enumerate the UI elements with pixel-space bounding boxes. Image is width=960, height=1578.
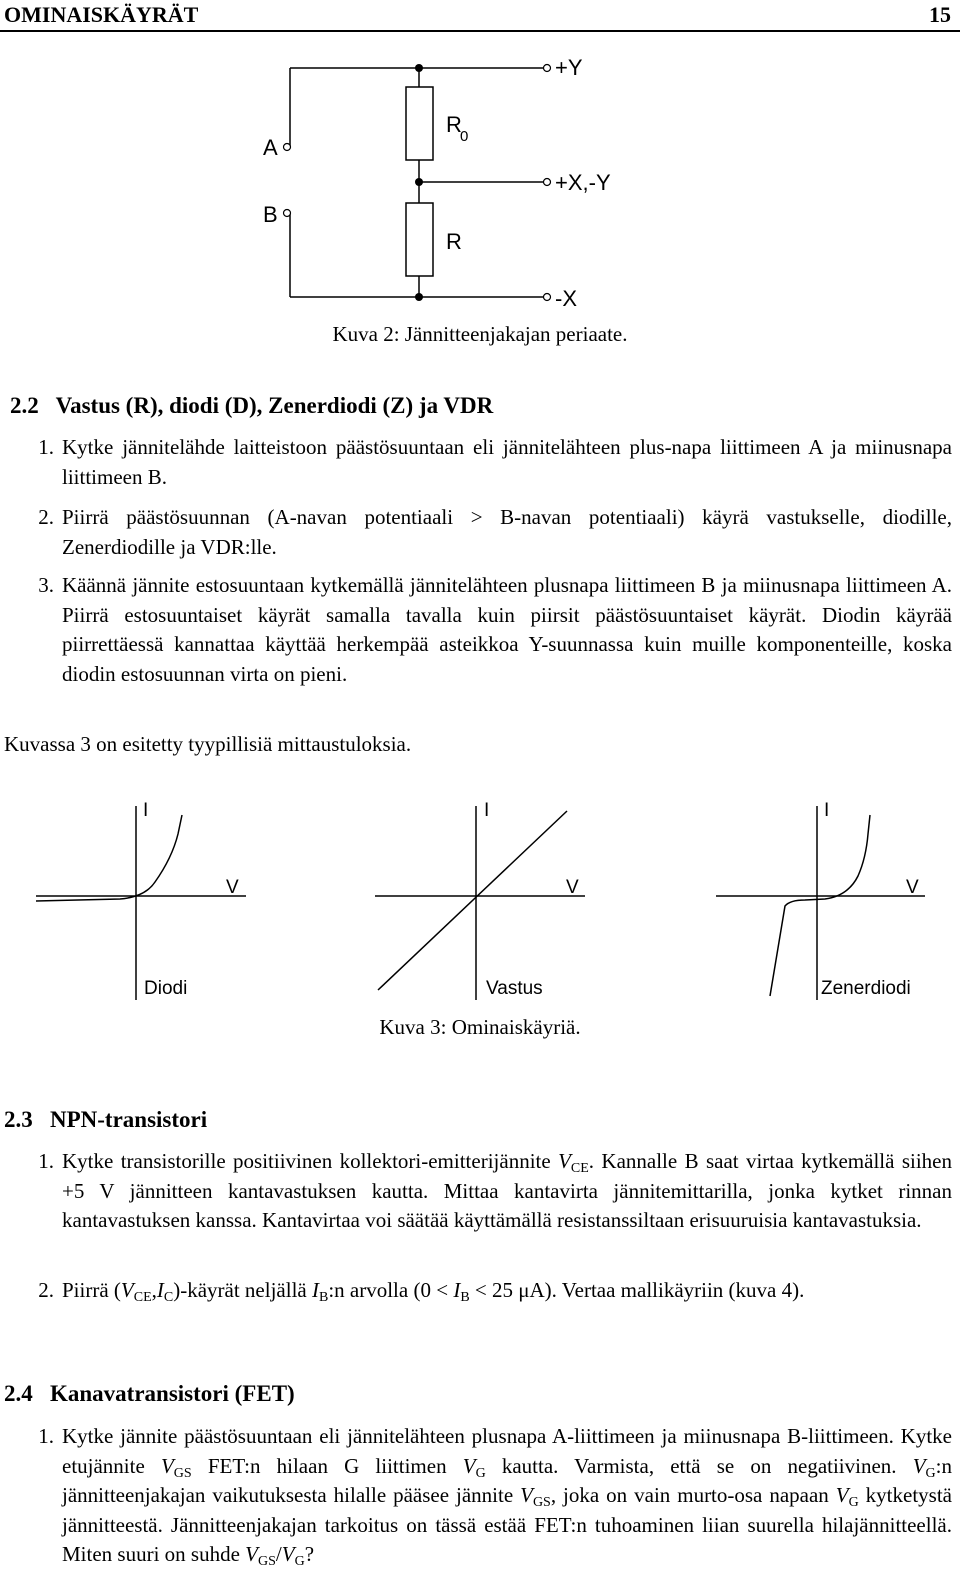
label-r: R [446, 229, 462, 254]
resistor-graph [375, 806, 585, 1000]
item-number: 1. [38, 435, 54, 459]
diode-graph [36, 806, 246, 1000]
item-number: 2. [38, 505, 54, 529]
section-2-2-heading: 2.2 Vastus (R), diodi (D), Zenerdiodi (Z) ja VDR [10, 393, 494, 418]
zener-x-label: V [906, 877, 919, 898]
characteristic-curves-figure [0, 790, 960, 1010]
junction-dot-top [415, 64, 423, 72]
header-rule [0, 30, 960, 32]
terminal-plus-y [544, 65, 551, 72]
section-2-2-item-3 [8, 571, 952, 689]
label-a: A [263, 135, 278, 160]
terminal-plus-x-minus-y [544, 179, 551, 186]
item-number: 1. [38, 1149, 54, 1173]
zener-graph [716, 806, 925, 1000]
junction-dot-middle [415, 178, 423, 186]
zener-y-label: I [824, 800, 830, 821]
diode-name: Diodi [144, 978, 188, 999]
figure-2-caption: Kuva 2: Jännitteenjakajan periaate. [332, 322, 628, 346]
page-number: 15 [929, 2, 951, 27]
item-text: Piirrä päästösuunnan (A-navan potentiaali > B-navan potentiaali) käyrä vastukselle, diodille, Zenerdiodille ja VDR:lle. [62, 505, 952, 559]
section-2-3-item-1 [8, 1147, 952, 1236]
item-text: Kytke transistorille positiivinen kollektori-emitterijännite $V_{CE}$. Kannalle B saat virtaa kytkemällä siihen +5 V jännitteen kantavastuksen kautta. Mittaa kantavirta jännitemittarilla, jonka kytket rinnan kantavastuksen kanssa. Kantavirtaa voi säätää käyttämällä resistanssiltaan erisuuruisia kantavastuksia. [62, 1149, 952, 1232]
terminal-a [284, 144, 291, 151]
label-plus-y: +Y [555, 55, 583, 80]
section-2-3-heading: 2.3 NPN-transistori [4, 1107, 208, 1132]
label-r0-sub: 0 [460, 128, 469, 145]
item-text: Kytke jännite päästösuuntaan eli jännitelähteen plusnapa A-liittimeen ja miinusnapa B-liittimeen. Kytke etujännite $V_{GS}$ FET:n hilaan G liittimen $V_G$ kautta. Varmista, että se on negatiivinen. $V_G:n$ jännitteenjakajan vaikutuksesta hilalle pääsee jännite $V_{GS}$, joka on vain murto-osa napaan $V_G$ kytketystä jännitteestä. Jännitteenjakajan tarkoitus on tässä estää FET:n tuhoaminen liian suurella hilajännitteellä. Miten suuri on suhde $V_{GS}/V_G$? [62, 1424, 952, 1569]
terminal-minus-x [544, 294, 551, 301]
item-number: 2. [38, 1278, 54, 1302]
label-plus-x-minus-y: +X,-Y [555, 170, 611, 195]
label-minus-x: -X [555, 286, 577, 311]
item-number: 3. [38, 573, 54, 597]
section-2-4-heading: 2.4 Kanavatransistori (FET) [4, 1381, 295, 1406]
running-header-title: OMINAISKÄYRÄT [4, 2, 199, 27]
item-text: Piirrä $(V_{CE},I_C)$-käyrät neljällä $I_B:n$ arvolla ($0 < I_B < 25$ μA). Vertaa mallikäyriin (kuva 4). [62, 1278, 805, 1305]
section-2-2-item-1 [8, 433, 952, 492]
voltage-divider-diagram [0, 36, 960, 320]
zener-name: Zenerdiodi [821, 978, 911, 999]
label-r0: R [446, 112, 462, 137]
section-2-3-item-2 [8, 1276, 952, 1306]
diode-x-label: V [226, 877, 239, 898]
resistor-name: Vastus [486, 978, 543, 999]
figure-3-intro: Kuvassa 3 on esitetty tyypillisiä mittaustuloksia. [4, 732, 412, 756]
diode-y-label: I [143, 800, 149, 821]
junction-dot-bottom [415, 293, 423, 301]
resistor-r0 [406, 87, 433, 160]
resistor-x-label: V [566, 877, 579, 898]
resistor-y-label: I [484, 800, 490, 821]
item-text: Kytke jännitelähde laitteistoon päästösuuntaan eli jännitelähteen plus-napa liittimeen A ja miinusnapa liittimeen B. [62, 435, 952, 489]
label-b: B [263, 202, 278, 227]
section-2-2-item-2 [8, 503, 952, 562]
resistor-r [406, 203, 433, 276]
terminal-b [284, 210, 291, 217]
figure-3-caption: Kuva 3: Ominaiskäyriä. [379, 1015, 581, 1039]
item-text: Käännä jännite estosuuntaan kytkemällä jännitelähteen plusnapa liittimeen B ja miinusnapa liittimeen A. Piirrä estosuuntaiset käyrät samalla tavalla kuin piirsit päästösuuntaiset käyrät. Diodin käyrää piirrettäessä kannattaa käyttää herkempää asteikkoa Y-suunnassa kuin muille komponenteille, koska diodin estosuunnan virta on pieni. [62, 573, 952, 686]
section-2-4-item-1 [8, 1422, 952, 1570]
item-number: 1. [38, 1424, 54, 1448]
